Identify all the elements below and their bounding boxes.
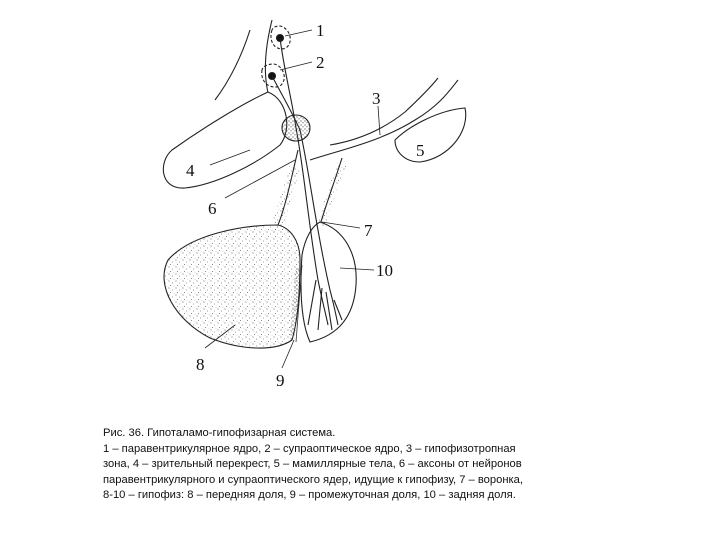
optic-chiasm [163, 92, 286, 188]
label-10: 10 [376, 261, 393, 280]
caption-line: 1 – паравентрикулярное ядро, 2 – супраоптическое ядро, 3 – гипофизотропная [103, 442, 516, 455]
label-9: 9 [276, 371, 285, 390]
label-5: 5 [416, 141, 425, 160]
caption-line: паравентрикулярного и супраоптического ядер, идущие к гипофизу, 7 – воронка, [103, 473, 523, 486]
pars-tuberalis [270, 165, 300, 232]
label-4: 4 [186, 161, 195, 180]
label-3: 3 [372, 89, 381, 108]
label-1: 1 [316, 21, 325, 40]
mammillary-body [395, 108, 466, 162]
caption-line: 8-10 – гипофиз: 8 – передняя доля, 9 – промежуточная доля, 10 – задняя доля. [103, 489, 516, 502]
caption-line: зона, 4 – зрительный перекрест, 5 – мамиллярные тела, 6 – аксоны от нейронов [103, 458, 522, 471]
caption-title: Рис. 36. Гипоталамо-гипофизарная система. [103, 427, 336, 439]
label-2: 2 [316, 53, 325, 72]
figure-caption [103, 426, 573, 504]
median-eminence [282, 115, 310, 141]
anterior-lobe [164, 225, 300, 348]
label-6: 6 [208, 199, 217, 218]
label-8: 8 [196, 355, 205, 374]
label-7: 7 [364, 221, 373, 240]
brain-outline-left [215, 30, 250, 100]
